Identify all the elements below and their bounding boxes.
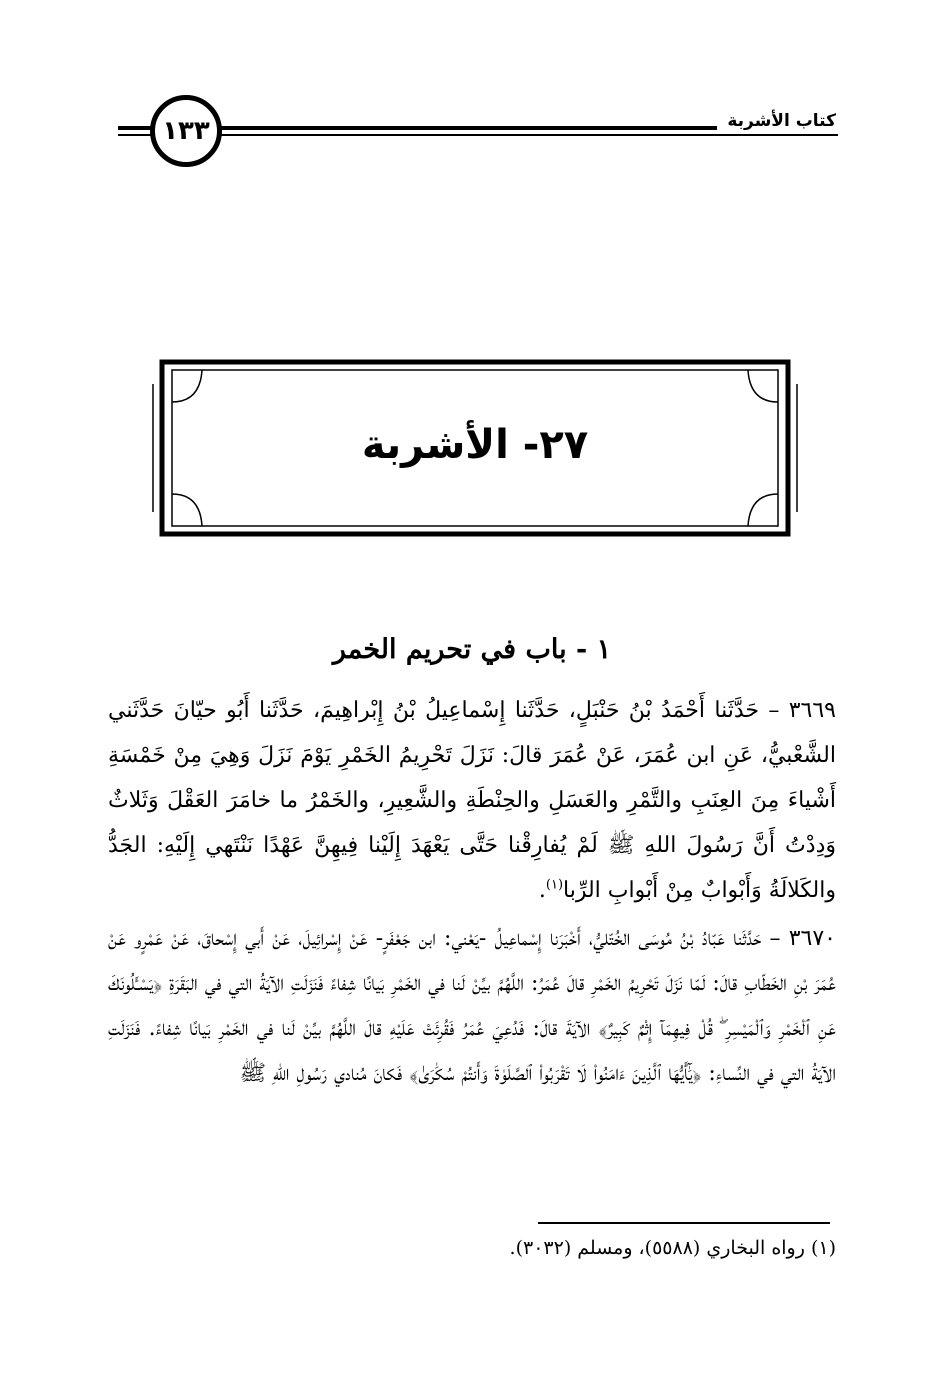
footnote-ref: (١) [545,877,564,893]
hadith-paragraph [108,916,836,1096]
chapter-title: ٢٧- الأشربة [361,422,589,468]
hadith-text: ٣٦٧٠ – حَدَّثَنا عَبّادُ بْنُ مُوسَى الخُتّليُّ، أَخْبَرَنا إِسْماعِيلُ -يَعْني: ابن جَعْفَرٍ- عَنْ إِسْرائِيلَ، عَنْ أَبي إِسْحاقَ، عَنْ عَمْرٍو عَنْ عُمَرَ بْنِ الخَطّابِ قالَ: لَمّا نَزَلَ تَحْرِيمُ الخَمْرِ قالَ عُمَرُ: اللَّهُمَّ بيِّنْ لَنا في الخَمْرِ بَيانًا شِفاءً فَنَزَلَتِ الآيَةُ التي في البَقَرَةِ ﴿يَسْـَٔلُونَكَ عَنِ ٱلْخَمْرِ وَٱلْمَيْسِرِ ۖ قُلْ فِيهِمَآ إِثْمٌ كَبِيرٌ﴾ الآيَةَ قالَ: فَدُعِيَ عُمَرُ فَقُرِئَتْ عَلَيْهِ قالَ اللَّهُمَّ بيِّنْ لَنا في الخَمْرِ بَيانًا شِفاءً. فَنَزَلَتِ الآيَةُ التي في النِّساءِ: ﴿يَٰٓأَيُّهَا ٱلَّذِينَ ءَامَنُواْ لَا تَقْرَبُواْ ٱلصَّلَوٰةَ وَأَنتُمْ سُكَٰرَىٰ﴾ فَكانَ مُنادي رَسُولِ اللهِ ﷺ [108,926,836,1086]
page-number: ١٣٣ [150,95,222,167]
header-rule-thin [118,134,838,136]
section-title: ١ - باب في تحريم الخمر [332,634,612,665]
hadith-text: ٣٦٦٩ – حَدَّثَنا أَحْمَدُ بْنُ حَنْبَلٍ، حَدَّثَنا إِسْماعِيلُ بْنُ إِبْراهِيمَ، حَدَّثَنا أَبُو حيّانَ حَدَّثَني الشَّعْبيُّ، عَنِ ابن عُمَرَ، عَنْ عُمَرَ قالَ: نَزَلَ تَحْرِيمُ الخَمْرِ يَوْمَ نَزَلَ وَهِيَ مِنْ خَمْسَةِ أَشْياءَ مِنَ العِنَبِ والتَّمْرِ والعَسَلِ والحِنْطَةِ والشَّعِيرِ، والخَمْرُ ما خامَرَ العَقْلَ وَثَلاثٌ وَدِدْتُ أَنَّ رَسُولَ اللهِ ﷺ لَمْ يُفارِقْنا حَتَّى يَعْهَدَ إِلَيْنا فِيهِنَّ عَهْدًا نَنْتَهي إِلَيْهِ: الجَدُّ والكَلالَةُ وَأَبْوابٌ مِنْ أَبْوابِ الرِّبا [108,698,836,903]
body-text [108,688,836,1096]
hadith-tail: . [538,878,546,903]
footnote: (١) رواه البخاري (٥٥٨٨)، ومسلم (٣٠٣٢). [509,1237,836,1259]
footnote-rule [538,1222,830,1224]
hadith-paragraph [108,688,836,913]
running-title: كتاب الأشربة [717,111,846,131]
